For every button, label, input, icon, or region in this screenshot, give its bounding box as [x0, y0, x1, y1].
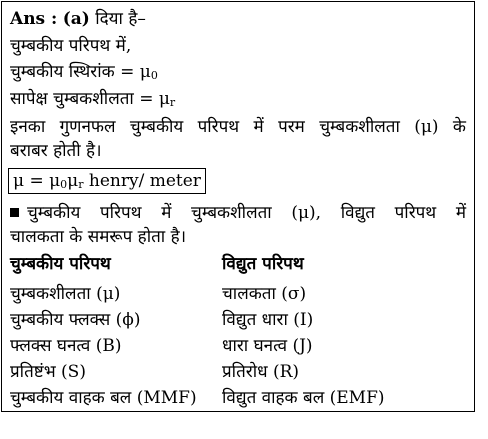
ans-part: (a)	[62, 9, 90, 29]
product-paragraph: इनका गुणनफल चुम्बकीय परिपथ में परम चुम्बकशीलता (μ) के बराबर होती है।	[10, 117, 466, 161]
bullet-square-icon	[10, 208, 19, 217]
table-row-left: चुम्बकशीलता (μ)	[10, 284, 121, 304]
ans-given: दिया है–	[89, 9, 146, 29]
answer-heading	[10, 8, 146, 30]
table-row-right: विद्युत धारा (I)	[222, 310, 314, 330]
note-paragraph: चुम्बकीय परिपथ में चुम्बकशीलता (μ), विद्युत परिपथ में चालकता के समरूप होता है।	[10, 203, 466, 247]
circuit-line: चुम्बकीय परिपथ में,	[10, 36, 132, 56]
table-header-electric: विद्युत परिपथ	[222, 254, 304, 274]
table-row-right: चालकता (σ)	[222, 284, 307, 304]
constant-line: चुम्बकीय स्थिरांक = $\mu_0$	[10, 62, 158, 82]
table-row-right: धारा घनत्व (J)	[222, 336, 313, 356]
table-row-right: विद्युत वाहक बल (EMF)	[222, 388, 385, 408]
ans-label: Ans :	[10, 9, 58, 29]
formula-box: $\mu = \mu_0\mu_r$ henry/ meter	[8, 168, 206, 194]
table-row-left: चुम्बकीय वाहक बल (MMF)	[10, 388, 197, 408]
relative-permeability-line: सापेक्ष चुम्बकशीलता = $\mu_r$	[10, 89, 176, 109]
table-header-magnetic: चुम्बकीय परिपथ	[10, 254, 111, 274]
table-row-right: प्रतिरोध (R)	[222, 362, 300, 382]
table-row-left: प्रतिष्टंभ (S)	[10, 362, 86, 382]
table-row-left: फ्लक्स घनत्व (B)	[10, 336, 122, 356]
answer-box	[1, 1, 475, 412]
table-row-left: चुम्बकीय फ्लक्स (ϕ)	[10, 310, 141, 330]
